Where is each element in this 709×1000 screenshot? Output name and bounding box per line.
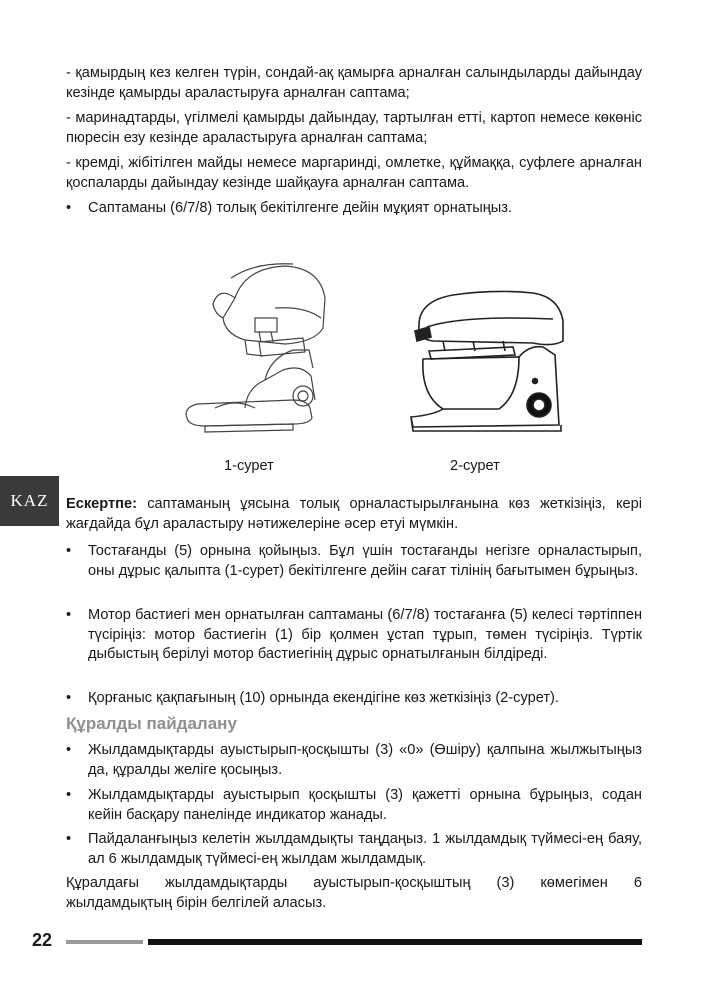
assembly-bullet-2: [66, 606, 642, 665]
usage-bullet-3: [66, 830, 642, 869]
footer-divider-gray: [66, 940, 143, 944]
intro-line-1: - қамырдың кез келген түрін, сондай-ақ қамырға арналған салындыларды дайындау кезінде қамырды араластыруға арналған саптама;: [66, 65, 642, 101]
bullet-icon: •: [66, 607, 72, 623]
figure-2-mixer-assembled: [403, 285, 569, 435]
bullet-icon: •: [66, 787, 72, 803]
assembly-bullet-1: [66, 542, 642, 581]
intro-line-2: - маринадтарды, үгілмелі қамырды дайындау, тартылған етті, картоп немесе көкөніс пюресін езу кезінде араластыруға арналған саптама;: [66, 110, 642, 146]
closing-paragraph: Құралдағы жылдамдықтарды ауыстырып-қосқыштың (3) көмегімен 6 жылдамдықтың бірін белгілей аласыз.: [66, 875, 642, 911]
assembly-bullet-text: Қорғаныс қақпағының (10) орнында екендігіне көз жеткізіңіз (2-сурет).: [88, 690, 559, 706]
assembly-bullet-3: [66, 689, 642, 709]
bullet-icon: •: [66, 831, 72, 847]
assembly-bullet-text: Мотор бастиегі мен орнатылған саптаманы (6/7/8) тостағанға (5) келесі тәртіппен түсіріңіз: мотор бастиегін (1) бір қолмен ұстап тұрып, төмен түсіріңіз. Түртік дыбыстың берілуі мотор бастиегінің дұрыс орнатылғанын білдіреді.: [88, 607, 642, 662]
page-number: 22: [32, 930, 53, 950]
usage-bullet-text: Жылдамдықтарды ауыстырып-қосқышты (3) «0» (Өшіру) қалпына жылжытыңыз да, құралды желіге қосыңыз.: [88, 742, 642, 778]
figure-2-caption: 2-сурет: [450, 458, 500, 474]
usage-bullet-1: [66, 741, 642, 780]
usage-bullet-text: Пайдаланғыңыз келетін жылдамдықты таңдаңыз. 1 жылдамдық түймесі-ең баяу, ал 6 жылдамдық түймесі-ең жылдам жылдамдық.: [88, 831, 642, 867]
bullet-icon: •: [66, 690, 72, 706]
intro-bullet-text: Саптаманы (6/7/8) толық бекітілгенге дейін мұқият орнатыңыз.: [88, 200, 513, 216]
footer-divider-black: [148, 939, 642, 945]
intro-bullet: [66, 199, 642, 219]
section-heading: Құралды пайдалану: [66, 714, 237, 733]
assembly-bullet-text: Тостағанды (5) орнына қойыңыз. Бұл үшін тостағанды негізге орналастырып, оны дұрыс қалыпта (1-сурет) бекітілгенге дейін сағат тілінің бағытымен бұрыңыз.: [88, 543, 642, 579]
bullet-icon: •: [66, 742, 72, 758]
figure-1-caption: 1-сурет: [224, 458, 274, 474]
bullet-icon: •: [66, 200, 72, 216]
usage-bullet-2: [66, 786, 642, 825]
language-tab: KAZ: [0, 476, 59, 526]
figure-1-mixer-tilted: [175, 258, 335, 443]
bullet-icon: •: [66, 543, 72, 559]
note-text: саптаманың ұясына толық орналастырылғанына көз жеткізіңіз, кері жағдайда бұл араластыру нәтижелеріне әсер етуі мүмкін.: [66, 496, 642, 532]
note-label: Ескертпе:: [66, 496, 137, 512]
usage-bullet-text: Жылдамдықтарды ауыстырып қосқышты (3) қажетті орнына бұрыңыз, содан кейін басқару панелінде индикатор жанады.: [88, 787, 642, 823]
note-paragraph: [66, 495, 642, 534]
intro-line-3: - кремді, жібітілген майды немесе маргаринді, омлетке, құймаққа, суфлеге арналған қоспаларды дайындау кезінде шайқауға арналған саптама.: [66, 155, 642, 191]
